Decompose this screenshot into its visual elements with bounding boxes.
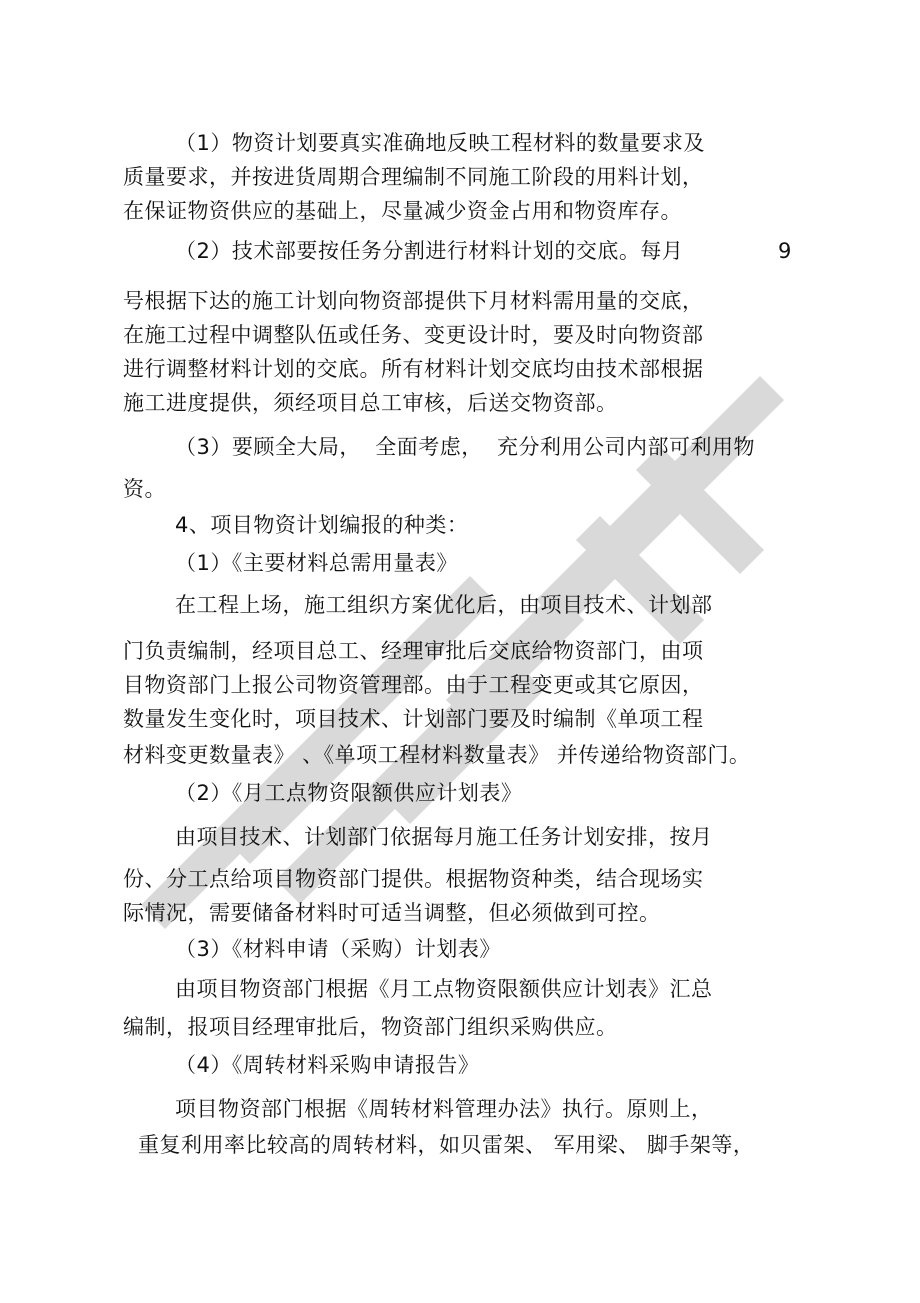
body-line: 资。 — [123, 477, 166, 501]
body-line: 4、项目物资计划编报的种类： — [175, 513, 469, 537]
body-line: 门负责编制，经项目总工、经理审批后交底给物资部门，由项 — [123, 639, 704, 663]
body-line: （1）《主要材料总需用量表》 — [175, 551, 458, 575]
body-line: 进行调整材料计划的交底。所有材料计划交底均由技术部根据 — [123, 357, 704, 381]
body-line: 由项目技术、计划部门依据每月施工任务计划安排，按月 — [175, 825, 713, 849]
page-number: 9 — [778, 239, 792, 263]
watermark-stroke — [560, 400, 760, 600]
body-line: 材料变更数量表》 、《单项工程材料数量表》 并传递给物资部门。 — [123, 743, 751, 767]
body-line: 目物资部门上报公司物资管理部。由于工程变更或其它原因， — [123, 673, 704, 697]
body-line: 重复利用率比较高的周转材料，如贝雷架、 军用梁、 脚手架等， — [138, 1133, 755, 1157]
body-line: 数量发生变化时，项目技术、计划部门要及时编制《单项工程 — [123, 707, 704, 731]
body-line: （3）《材料申请（采购）计划表》 — [175, 937, 501, 961]
watermark-stroke — [660, 470, 740, 550]
body-line: （1）物资计划要真实准确地反映工程材料的数量要求及 — [175, 131, 705, 155]
body-line: 份、分工点给项目物资部门提供。根据物资种类，结合现场实 — [123, 867, 704, 891]
body-line: 号根据下达的施工计划向物资部提供下月材料需用量的交底， — [123, 289, 704, 313]
body-line: 项目物资部门根据《周转材料管理办法》执行。原则上， — [175, 1097, 713, 1121]
body-line: 质量要求，并按进货周期合理编制不同施工阶段的用料计划， — [123, 165, 704, 189]
body-line: （2）技术部要按任务分割进行材料计划的交底。每月 — [175, 239, 684, 263]
body-line: 由项目物资部门根据《月工点物资限额供应计划表》汇总 — [175, 977, 713, 1001]
body-line: （2）《月工点物资限额供应计划表》 — [175, 781, 523, 805]
body-line: 在工程上场，施工组织方案优化后，由项目技术、计划部 — [175, 593, 713, 617]
body-line: 在保证物资供应的基础上，尽量减少资金占用和物资库存。 — [123, 199, 682, 223]
body-line: 施工进度提供，须经项目总工审核，后送交物资部。 — [123, 391, 618, 415]
body-line: 在施工过程中调整队伍或任务、变更设计时，要及时向物资部 — [123, 323, 704, 347]
body-line: 编制，报项目经理审批后，物资部门组织采购供应。 — [123, 1015, 618, 1039]
body-line: （4）《周转材料采购申请报告》 — [175, 1053, 480, 1077]
body-line: 际情况，需要储备材料时可适当调整，但必须做到可控。 — [123, 901, 661, 925]
body-line: （3）要顾全大局， 全面考虑， 充分利用公司内部可利用物 — [175, 435, 756, 459]
